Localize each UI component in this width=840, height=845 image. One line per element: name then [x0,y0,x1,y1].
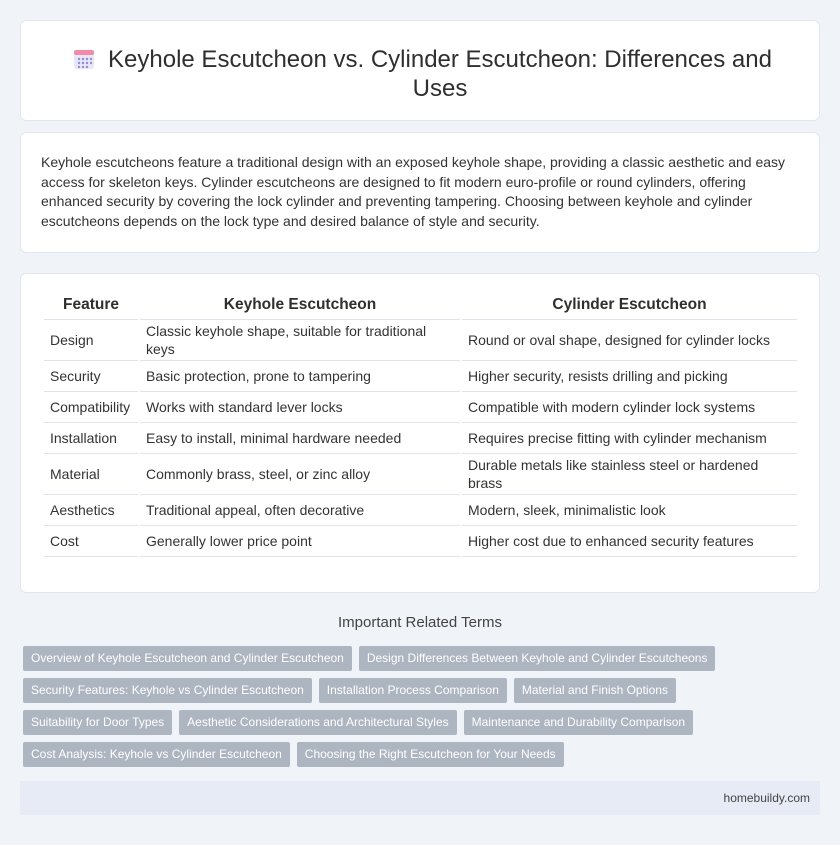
feature-cell: Compatibility [44,392,138,423]
footer-site-link[interactable]: homebuildy.com [723,791,810,805]
related-term-tag[interactable]: Overview of Keyhole Escutcheon and Cylinder Escutcheon [23,646,352,671]
related-term-tag[interactable]: Aesthetic Considerations and Architectural Styles [179,710,456,735]
cylinder-cell: Higher cost due to enhanced security features [462,526,797,557]
table-row [44,361,797,392]
table-header-row [44,296,797,320]
related-term-tag[interactable]: Choosing the Right Escutcheon for Your Needs [297,742,564,767]
table-row [44,320,797,361]
keyhole-cell: Works with standard lever locks [140,392,460,423]
feature-cell: Installation [44,423,138,454]
keyhole-cell: Generally lower price point [140,526,460,557]
cylinder-cell: Durable metals like stainless steel or hardened brass [462,454,797,495]
cylinder-cell: Higher security, resists drilling and picking [462,361,797,392]
related-term-tag[interactable]: Material and Finish Options [514,678,676,703]
feature-cell: Material [44,454,138,495]
title-card [20,20,820,121]
related-term-tag[interactable]: Installation Process Comparison [319,678,507,703]
related-term-tag[interactable]: Suitability for Door Types [23,710,172,735]
feature-cell: Security [44,361,138,392]
cylinder-cell: Round or oval shape, designed for cylinder locks [462,320,797,361]
keyhole-cell: Traditional appeal, often decorative [140,495,460,526]
header-cylinder: Cylinder Escutcheon [462,296,797,320]
feature-cell: Aesthetics [44,495,138,526]
table-row [44,454,797,495]
table-row [44,495,797,526]
keyhole-cell: Easy to install, minimal hardware needed [140,423,460,454]
related-term-tag[interactable]: Design Differences Between Keyhole and Cylinder Escutcheons [359,646,716,671]
header-feature: Feature [44,296,138,320]
summary-text: Keyhole escutcheons feature a traditional design with an exposed keyhole shape, providing a classic aesthetic and easy access for skeleton keys. Cylinder escutcheons are designed to fit modern euro-profile or round cylinders, offering enhanced security by covering the lock cylinder and preventing tampering. Choosing between keyhole and cylinder escutcheons depends on the lock type and desired balance of style and security. [41,154,786,229]
related-terms-list [23,646,813,774]
footer [20,781,820,815]
related-terms-heading: Important Related Terms [338,614,502,631]
related-term-tag[interactable]: Security Features: Keyhole vs Cylinder Escutcheon [23,678,312,703]
comparison-table [42,296,799,557]
page-title: Keyhole Escutcheon vs. Cylinder Escutcheon: Differences and Uses [108,46,772,102]
keyhole-cell: Commonly brass, steel, or zinc alloy [140,454,460,495]
header-keyhole: Keyhole Escutcheon [140,296,460,320]
feature-cell: Cost [44,526,138,557]
keyhole-cell: Basic protection, prone to tampering [140,361,460,392]
keyhole-cell: Classic keyhole shape, suitable for traditional keys [140,320,460,361]
table-row [44,392,797,423]
table-row [44,526,797,557]
table-row [44,423,797,454]
cylinder-cell: Modern, sleek, minimalistic look [462,495,797,526]
comparison-table-card [20,273,820,593]
feature-cell: Design [44,320,138,361]
cylinder-cell: Requires precise fitting with cylinder mechanism [462,423,797,454]
related-term-tag[interactable]: Cost Analysis: Keyhole vs Cylinder Escutcheon [23,742,290,767]
related-term-tag[interactable]: Maintenance and Durability Comparison [464,710,693,735]
cylinder-cell: Compatible with modern cylinder lock systems [462,392,797,423]
summary-card [20,132,820,253]
